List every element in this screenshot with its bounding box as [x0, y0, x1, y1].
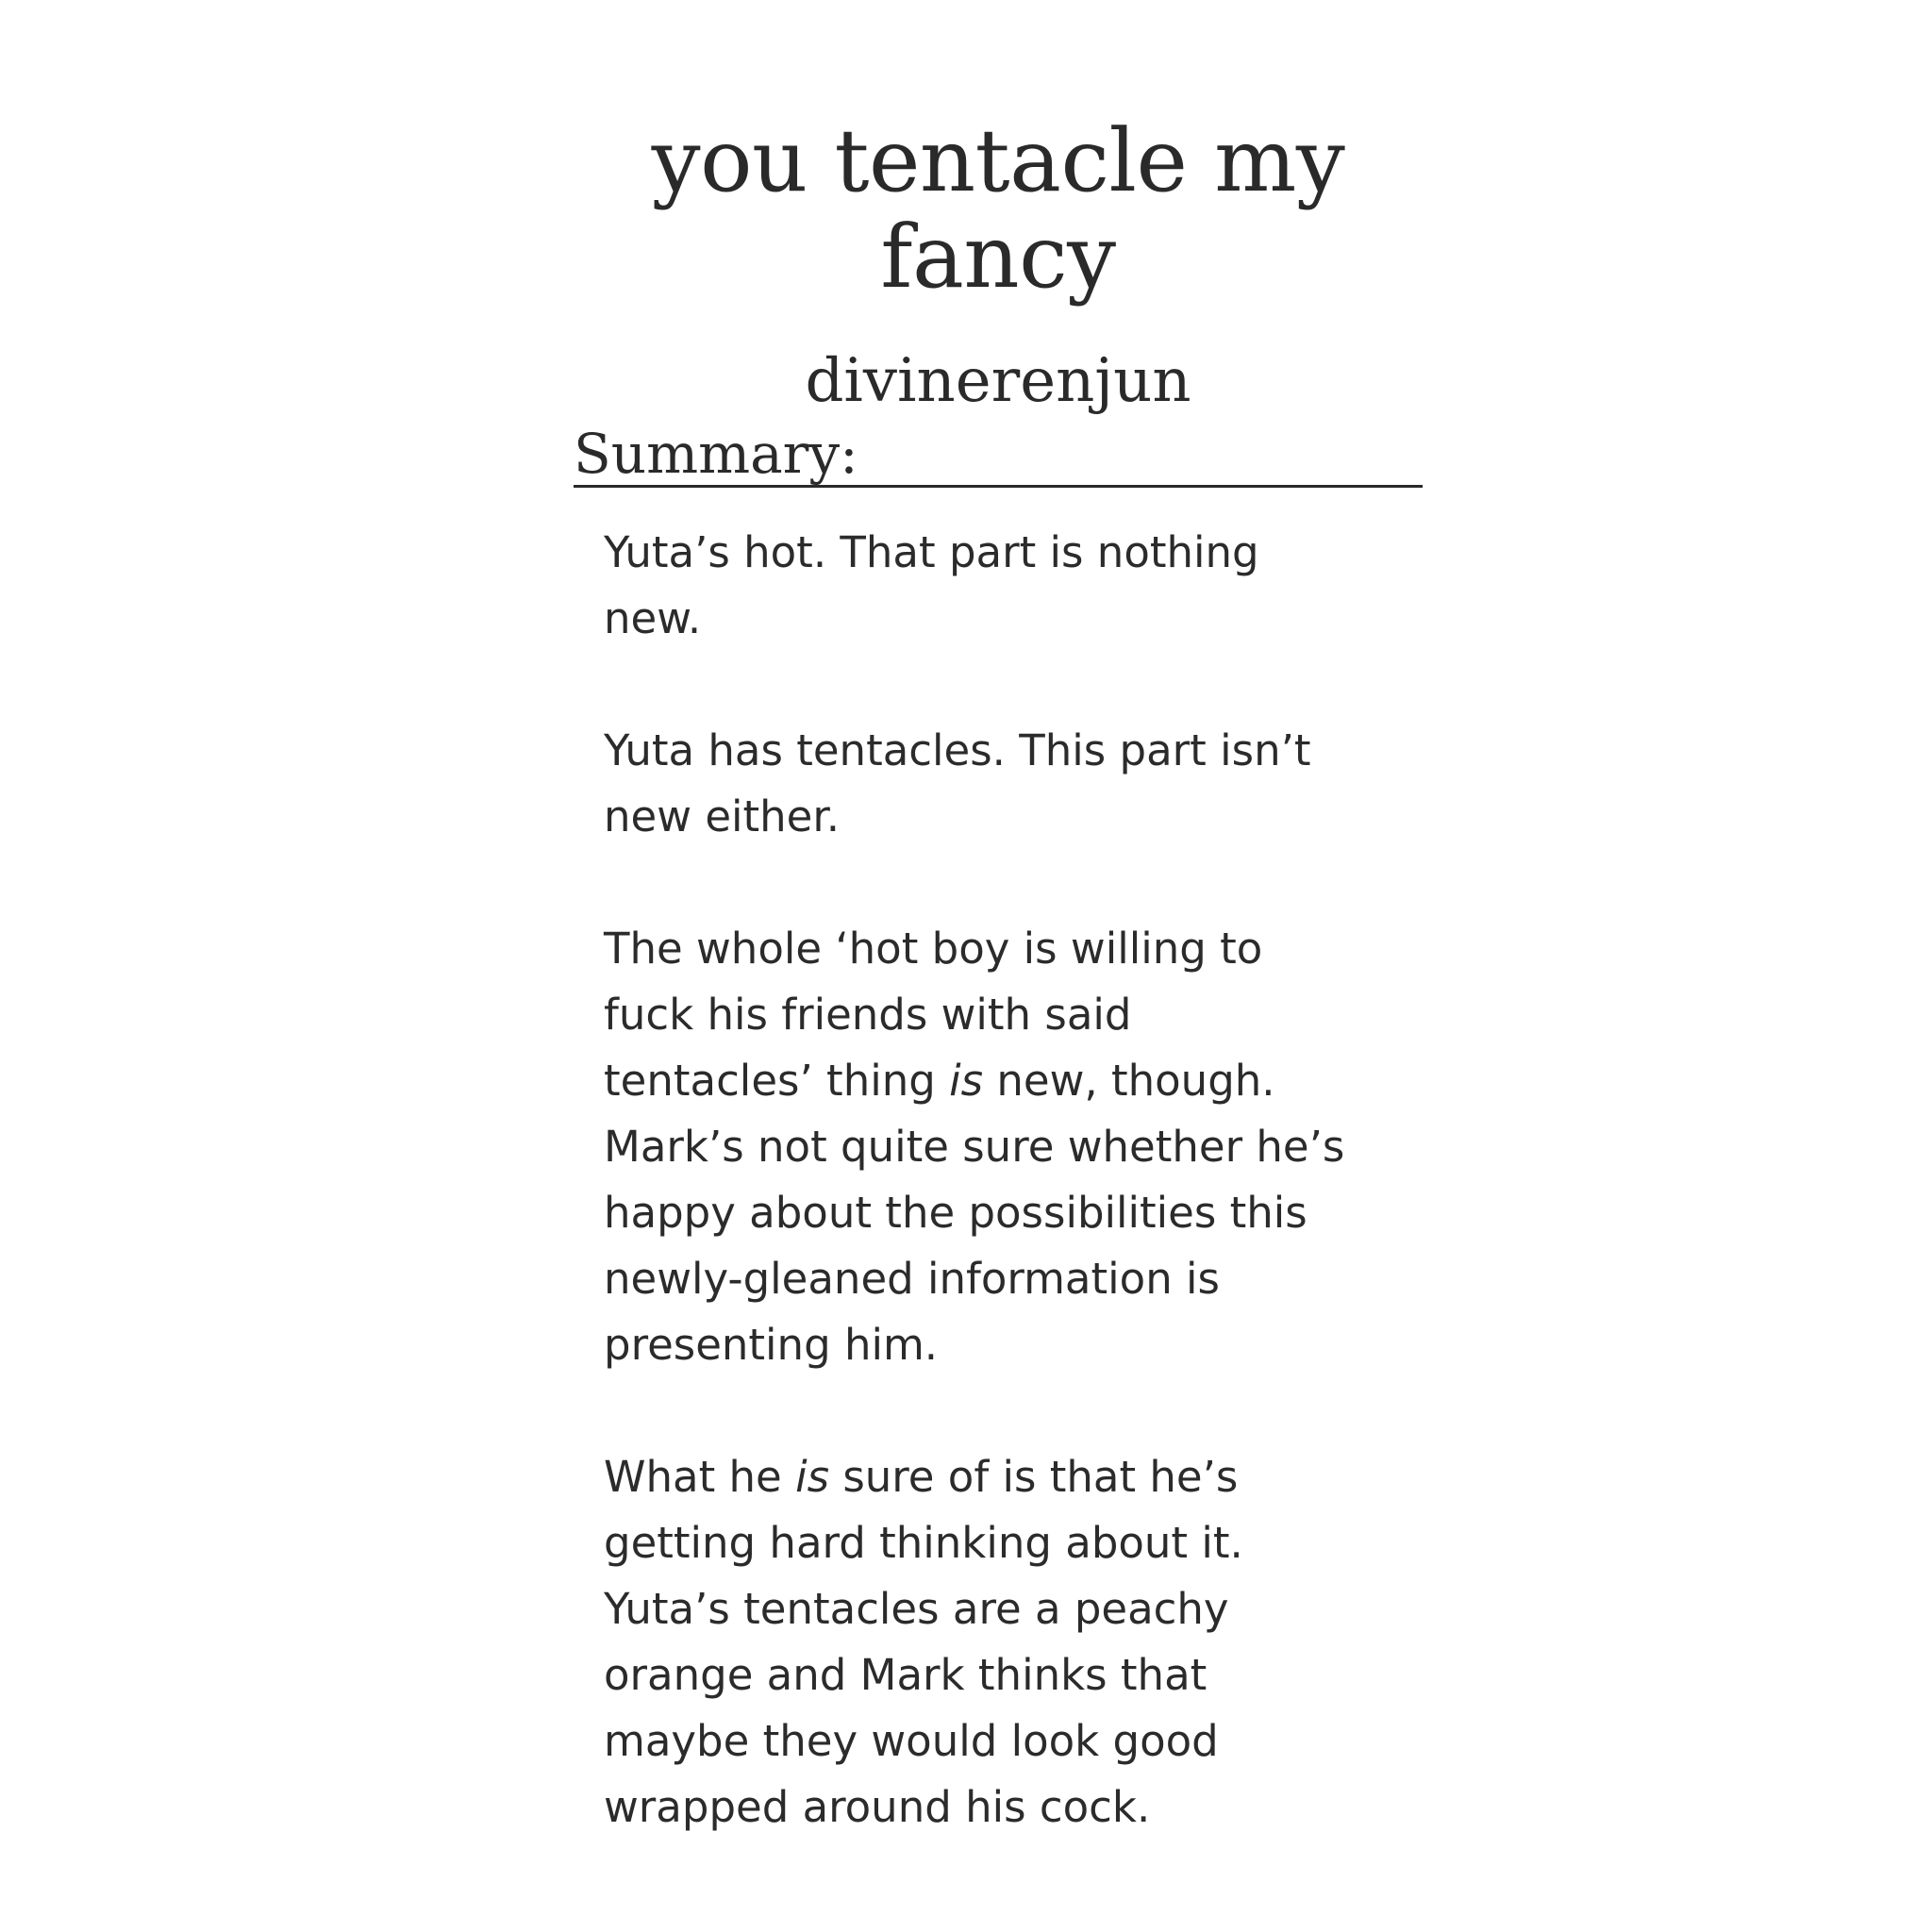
summary-line: presenting him.	[604, 1320, 939, 1370]
summary-line: getting hard thinking about it.	[604, 1518, 1243, 1568]
emphasis-text: is	[949, 1056, 984, 1106]
summary-line: orange and Mark thinks that	[604, 1650, 1208, 1700]
summary-paragraph	[604, 916, 1396, 1378]
work-title	[574, 110, 1423, 308]
summary-line: happy about the possibilities this	[604, 1188, 1307, 1238]
summary-line	[604, 1444, 1396, 1510]
summary-paragraph	[604, 1444, 1396, 1840]
summary-line: Yuta’s tentacles are a peachy	[604, 1584, 1229, 1634]
summary-text-run: new, though.	[983, 1056, 1275, 1106]
summary-paragraph	[604, 520, 1396, 652]
summary-text-run: sure of is that he’s	[829, 1452, 1239, 1502]
summary-line: new.	[604, 593, 702, 643]
summary-line: maybe they would look good	[604, 1716, 1219, 1766]
summary-text-run: What he	[604, 1452, 796, 1502]
summary-line: The whole ‘hot boy is willing to	[604, 924, 1263, 974]
summary-line: wrapped around his cock.	[604, 1782, 1151, 1832]
summary-line: new either.	[604, 791, 841, 841]
work-title-line-1: you tentacle my	[651, 110, 1345, 211]
summary-line: Yuta’s hot. That part is nothing	[604, 527, 1259, 577]
work-page	[574, 110, 1423, 1840]
summary-paragraph	[604, 718, 1396, 850]
summary-line	[604, 1048, 1396, 1114]
summary-heading: Summary:	[574, 425, 1423, 488]
author-name[interactable]: divinerenjun	[805, 346, 1191, 416]
emphasis-text: is	[795, 1452, 830, 1502]
summary-line: Yuta has tentacles. This part isn’t	[604, 725, 1311, 775]
work-title-line-2: fancy	[880, 207, 1116, 308]
summary-line: newly-gleaned information is	[604, 1254, 1220, 1304]
summary-line: Mark’s not quite sure whether he’s	[604, 1122, 1345, 1172]
summary-line: fuck his friends with said	[604, 990, 1132, 1040]
summary-text-run: tentacles’ thing	[604, 1056, 950, 1106]
summary-text	[574, 488, 1396, 1840]
